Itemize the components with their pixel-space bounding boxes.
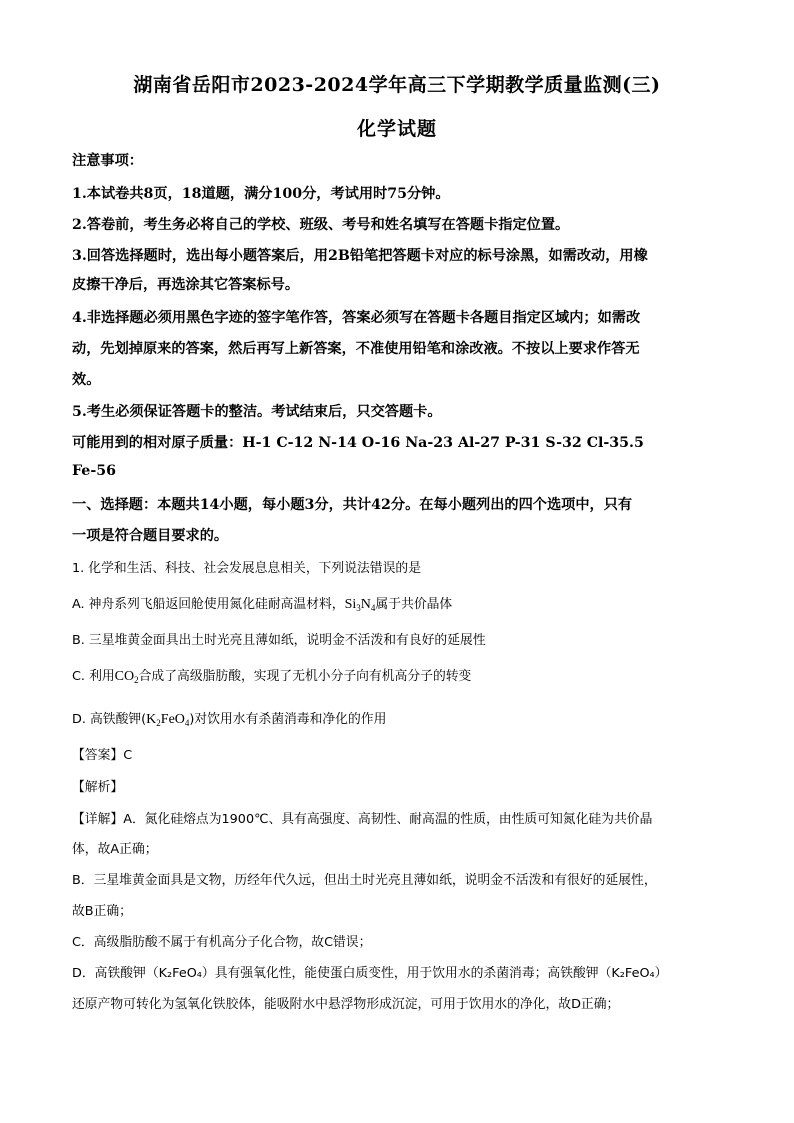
analysis-line: 故B正确；: [72, 904, 132, 919]
question-stem: 1. 化学和生活、科技、社会发展息息相关，下列说法错误的是: [72, 561, 421, 576]
notice-item: 效。: [72, 372, 101, 388]
notice-item: 3.回答选择题时，选出每小题答案后，用2B铅笔把答题卡对应的标号涂黑，如需改动，用橡: [72, 248, 648, 264]
notice-item: 2.答卷前，考生务必将自己的学校、班级、考号和姓名填写在答题卡指定位置。: [72, 217, 570, 233]
analysis-line: 还原产物可转化为氢氧化铁胶体，能吸附水中悬浮物形成沉淀，可用于饮用水的净化，故D正确；: [72, 997, 620, 1012]
option-a-tail: 属于共价晶体: [375, 597, 453, 612]
page-subtitle: 化学试题: [356, 118, 437, 140]
notice-item: 皮擦干净后，再选涂其它答案标号。: [72, 277, 300, 293]
analysis-line: 【详解】A．氮化硅熔点为1900℃、具有高强度、高韧性、耐高温的性质，由性质可知氮化硅为共价晶: [72, 812, 653, 827]
analysis-label: 【解析】: [72, 780, 124, 795]
answer-label: 【答案】C: [72, 748, 133, 763]
formula-co2: $CO_2$: [114, 669, 139, 685]
option-d: [72, 708, 724, 728]
atomic-mass-line: 可能用到的相对原子质量：H-1 C-12 N-14 O-16 Na-23 Al-27 P-31 S-32 Cl-35.5: [72, 435, 644, 451]
analysis-line: 体，故A正确；: [72, 842, 158, 857]
option-b: B. 三星堆黄金面具出土时光亮且薄如纸，说明金不活泼和有良好的延展性: [72, 633, 486, 648]
option-c-text: C. 利用: [72, 669, 115, 684]
analysis-line: D．高铁酸钾（K₂FeO₄）具有强氧化性，能使蛋白质变性，用于饮用水的杀菌消毒；高铁酸钾（K₂FeO₄）: [72, 966, 668, 981]
section-heading: 一、选择题：本题共14小题，每小题3分，共计42分。在每小题列出的四个选项中，只有: [72, 497, 633, 513]
page-title: 湖南省岳阳市2023-2024学年高三下学期教学质量监测(三): [133, 74, 661, 96]
formula-k2feo4: $K_2FeO_4$: [146, 712, 190, 728]
option-a: [72, 593, 724, 613]
option-d-tail: )对饮用水有杀菌消毒和净化的作用: [189, 712, 387, 727]
notice-item: 动，先划掉原来的答案，然后再写上新答案，不准使用铅笔和涂改液。不按以上要求作答无: [72, 341, 640, 357]
section-heading-cont: 一项是符合题目要求的。: [72, 528, 229, 544]
analysis-line: B．三星堆黄金面具是文物，历经年代久远，但出土时光亮且薄如纸，说明金不活泼和有很好的延展性，: [72, 873, 657, 888]
notice-item: 1.本试卷共8页，18道题，满分100分，考试用时75分钟。: [72, 186, 450, 202]
notice-item: 5.考生必须保证答题卡的整洁。考试结束后，只交答题卡。: [72, 404, 442, 420]
option-c: [72, 665, 724, 685]
notice-heading: 注意事项：: [72, 153, 143, 169]
option-d-text: D. 高铁酸钾(: [72, 712, 147, 727]
option-c-tail: 合成了高级脂肪酸，实现了无机小分子向有机高分子的转变: [138, 669, 472, 684]
formula-si3n4: $Si_3N_4$: [344, 597, 376, 613]
atomic-mass-line: Fe-56: [72, 463, 116, 479]
notice-item: 4.非选择题必须用黑色字迹的签字笔作答，答案必须写在答题卡各题目指定区域内；如需改: [72, 310, 641, 326]
analysis-line: C．高级脂肪酸不属于有机高分子化合物，故C错误；: [72, 935, 372, 950]
option-a-text: A. 神舟系列飞船返回舱使用氮化硅耐高温材料，: [72, 597, 345, 612]
